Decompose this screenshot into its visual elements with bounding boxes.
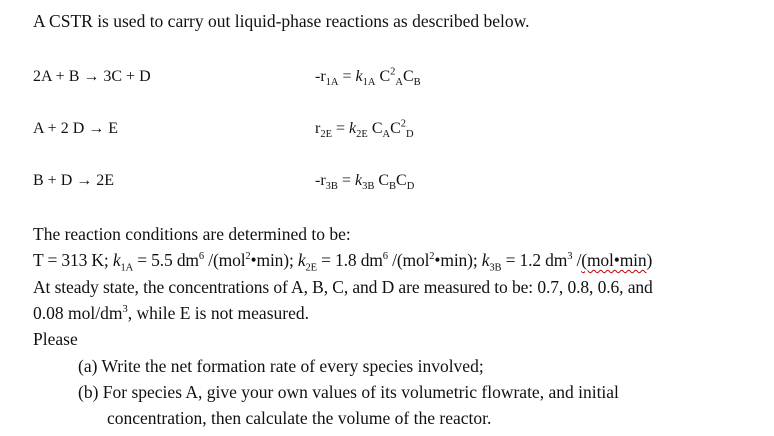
- concentration-d: 0.08 mol/dm: [33, 303, 123, 323]
- reaction-3-reactants: B + D: [33, 172, 77, 189]
- concentration-exponent: 2: [390, 66, 396, 78]
- concentration-subscript: A: [395, 77, 403, 89]
- concentration-term: C: [375, 68, 391, 85]
- reaction-3-equation: [33, 171, 114, 191]
- steady-state-line-1: At steady state, the concentrations of A, B, C, and D are measured to be: 0.7, 0.8, 0.6, and: [33, 277, 653, 297]
- concentration-subscript: B: [389, 181, 397, 193]
- k2-exponent: 6: [382, 251, 388, 263]
- steady-state-tail: , while E is not measured.: [127, 303, 309, 323]
- reaction-1-products: 3C + D: [99, 68, 151, 85]
- equals-sign: =: [332, 120, 350, 137]
- rate-constant: k: [354, 172, 363, 189]
- k1-unit: /(mol: [204, 250, 246, 270]
- reaction-2-rate-law: [315, 119, 414, 139]
- reaction-1-equation: [33, 67, 151, 87]
- concentration-term: C: [403, 68, 414, 85]
- concentration-exponent: 2: [400, 118, 406, 130]
- reaction-1-arrow-icon: →: [83, 68, 100, 85]
- concentration-subscript: A: [382, 129, 391, 141]
- k1-value: = 5.5 dm: [133, 250, 199, 270]
- reaction-3-rate-law: [315, 171, 414, 191]
- reaction-2-reactants: A + 2 D: [33, 120, 89, 137]
- k1-unit-exponent: 2: [245, 251, 251, 263]
- reaction-2-arrow-icon: →: [88, 120, 105, 137]
- k2-value: = 1.8 dm: [316, 250, 383, 270]
- k3-unit-tail: ): [646, 250, 653, 270]
- rate-constant-subscript: 1A: [362, 77, 376, 89]
- rate-constant: k: [349, 120, 357, 137]
- k3-value: = 1.2 dm: [501, 250, 568, 270]
- k1-unit-tail: •min);: [250, 250, 298, 270]
- reaction-2-equation: [33, 119, 118, 139]
- temperature: T = 313 K;: [33, 250, 113, 270]
- task-a: (a) Write the net formation rate of every species involved;: [78, 356, 484, 376]
- reaction-2-products: E: [104, 120, 119, 137]
- concentration-subscript: B: [413, 77, 421, 89]
- k2-unit-exponent: 2: [429, 251, 435, 263]
- concentration-subscript: D: [406, 129, 414, 141]
- rate-constant-subscript: 2E: [356, 129, 368, 141]
- k2-symbol: k: [297, 250, 306, 270]
- concentration-subscript: D: [406, 181, 415, 193]
- rate-subscript: 3B: [325, 181, 338, 193]
- concentration-term: C: [367, 120, 383, 137]
- reaction-3-arrow-icon: →: [76, 172, 93, 189]
- reaction-conditions: [33, 250, 653, 274]
- rate-constant-subscript: 3B: [362, 181, 375, 193]
- concentration-term: C: [374, 172, 389, 189]
- task-b-line-1: (b) For species A, give your own values of its volumetric flowrate, and initial: [78, 382, 619, 402]
- volume-exponent: 3: [122, 304, 128, 316]
- reaction-1-rate-law: [315, 67, 421, 87]
- equals-sign: =: [337, 172, 355, 189]
- rate-constant: k: [355, 68, 363, 85]
- concentration-term: C: [396, 172, 407, 189]
- concentration-term: C: [390, 120, 401, 137]
- task-b-line-2: concentration, then calculate the volume of the reactor.: [107, 408, 492, 428]
- rate-subscript: 2E: [320, 129, 332, 141]
- rate-symbol: -r: [315, 68, 326, 85]
- reaction-3-products: 2E: [92, 172, 115, 189]
- k2-subscript: 2E: [305, 262, 317, 274]
- rate-symbol: r: [315, 120, 321, 137]
- equals-sign: =: [338, 68, 356, 85]
- k1-symbol: k: [112, 250, 121, 270]
- k2-unit: /(mol: [387, 250, 430, 270]
- k1-exponent: 6: [198, 251, 205, 263]
- rate-symbol: -r: [315, 172, 326, 189]
- k2-unit-tail: •min);: [434, 250, 482, 270]
- problem-intro: A CSTR is used to carry out liquid-phase reactions as described below.: [33, 11, 530, 31]
- please-label: Please: [33, 329, 78, 349]
- k3-exponent: 3: [567, 251, 573, 263]
- reaction-1-reactants: 2A + B: [33, 68, 84, 85]
- k3-symbol: k: [481, 250, 490, 270]
- spellcheck-underlined-unit: (mol•min: [581, 250, 647, 270]
- k3-subscript: 3B: [489, 262, 502, 274]
- rate-subscript: 1A: [325, 77, 339, 89]
- k3-unit: /: [572, 250, 582, 270]
- conditions-intro: The reaction conditions are determined to be:: [33, 224, 351, 244]
- steady-state-line-2: [33, 303, 309, 323]
- k1-subscript: 1A: [120, 262, 134, 274]
